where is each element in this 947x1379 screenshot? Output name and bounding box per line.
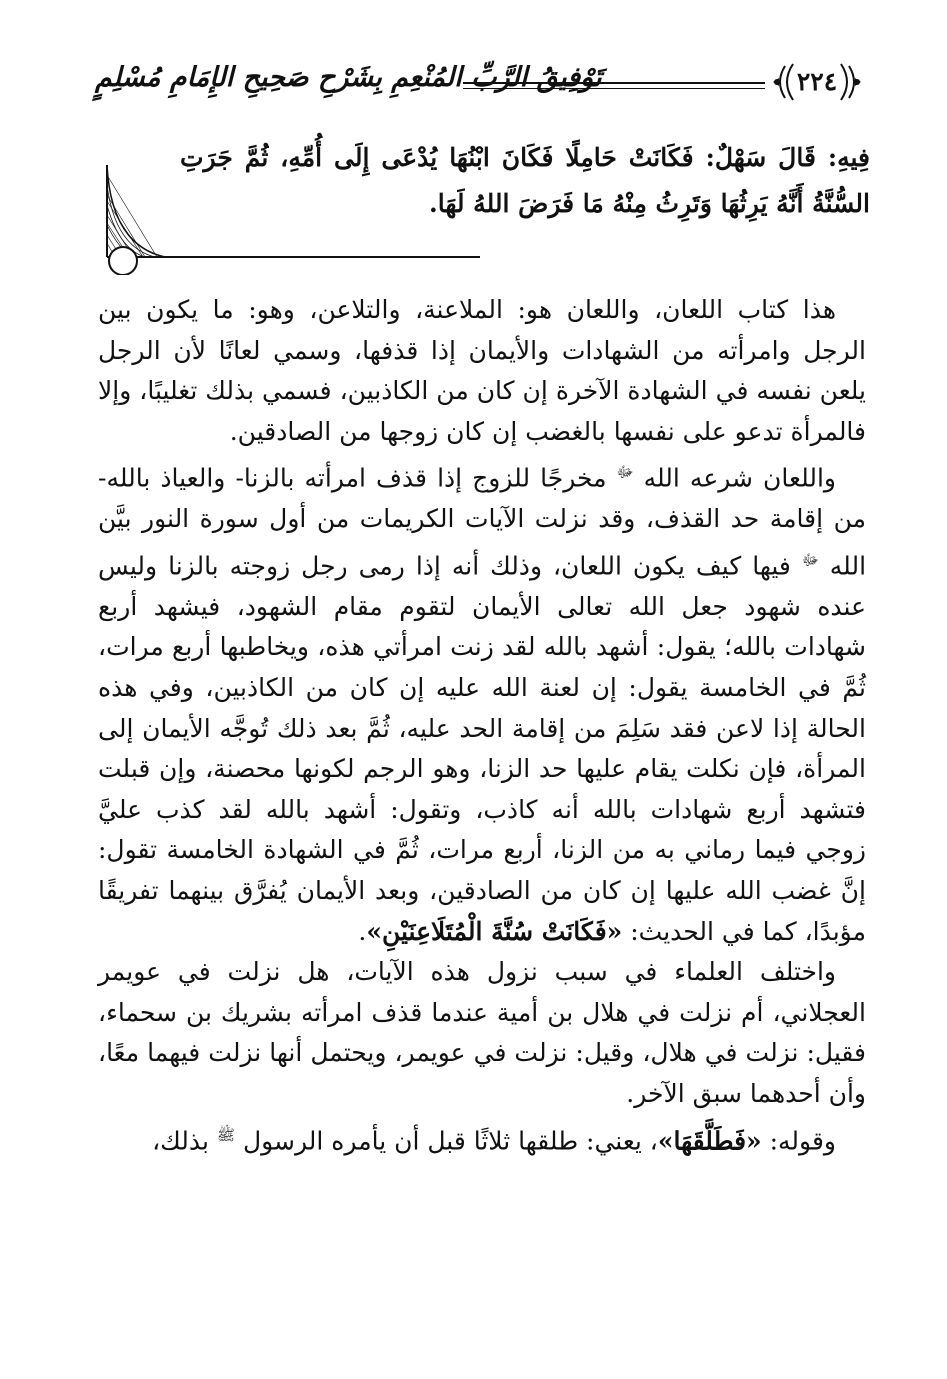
hadith-excerpt: فِيهِ: قَالَ سَهْلٌ: فَكَانَتْ حَامِلًا فَكَانَ ابْنُهَا يُدْعَى إِلَى أُمِّهِ، ثُمَّ جَرَتِ السُّنَّةُ أَنَّهُ يَرِثُهَا وَتَرِثُ مِنْهُ مَا فَرَضَ اللهُ لَهَا. [180, 143, 870, 218]
allah-ligature-icon: ﷻ [801, 550, 819, 569]
paragraph-revelation: واختلف العلماء في سبب نزول هذه الآيات، هل نزلت في عويمر العجلاني، أم نزلت في هلال بن أمية عندما قذف امرأته بشريك بن سحماء، فقيل: نزلت في هلال، وقيل: نزلت في عويمر، ويحتمل أنها نزلت فيهما معًا، وأن أحدهما سبق الآخر. [98, 957, 866, 1108]
text-run: . [358, 916, 367, 946]
book-title: تَوْفِيقُ الرَّبِّ المُنْعِمِ بِشَرْحِ صَحِيحِ الإِمَامِ مُسْلِمٍ [95, 62, 602, 93]
page-number-ornament [771, 60, 863, 104]
commentary-body [98, 290, 866, 1161]
hadith-excerpt-box [95, 135, 870, 275]
text-run: وقوله: [769, 1125, 836, 1155]
text-run: بذلك، [152, 1125, 209, 1155]
text-run: مخرجًا للزوج إذا قذف امرأته بالزنا- والعياذ بالله- من إقامة حد القذف، وقد نزلت الآيات الكريمات من أول سورة النور بيَّن الله [98, 463, 867, 581]
text-run: واللعان شرعه الله [643, 463, 836, 493]
page-number: ٢٢٤ [796, 67, 838, 96]
text-run: فيها كيف يكون اللعان، وذلك أنه إذا رمى رجل زوجته بالزنا وليس عنده شهود جعل الله تعالى الأيمان لتقوم مقام الشهود، فيشهد أربع شهادات بالله؛ يقول: أشهد بالله لقد زنت امرأتي هذه، ويخاطبها أربع مرات، ثُمَّ في الخامسة يقول: إن لعنة الله عليه إن كان من الكاذبين، وفي هذه الحالة إذا لاعن فقد سَلِمَ من إقامة الحد عليه، ثُمَّ بعد ذلك تُوجَّه الأيمان إلى المرأة، فإن نكلت يقام عليها حد الزنا، وهو الرجم لكونها محصنة، وإن قبلت فتشهد أربع شهادات بالله أنه كاذب، وتقول: أشهد بالله لقد كذب عليَّ زوجي فيما رماني به من الزنا، أربع مرات، ثُمَّ في الشهادة الخامسة تقول: إنَّ غضب الله عليها إن كان من الصادقين، وبعد الأيمان يُفرَّق بينهما تفريقًا مؤبدًا، كما في الحديث: [98, 551, 866, 946]
page-header [95, 52, 870, 112]
header-rule [463, 82, 765, 89]
text-run: ، يعني: طلقها ثلاثًا قبل أن يأمره الرسول [242, 1125, 658, 1155]
paragraph-divorce [98, 1115, 866, 1162]
prophet-ligature-icon: ﷺ [216, 1125, 236, 1144]
paragraph-legislation [98, 452, 866, 952]
hadith-quote: «فَطَلَّقَهَا» [657, 1125, 762, 1155]
hadith-quote: «فَكَانَتْ سُنَّةَ الْمُتَلَاعِنَيْنِ» [366, 916, 623, 946]
allah-ligature-icon: ﷻ [616, 463, 634, 482]
paragraph-definition: هذا كتاب اللعان، واللعان هو: الملاعنة، والتلاعن، وهو: ما يكون بين الرجل وامرأته من الشهادات والأيمان إذا قذفها، وسمي لعانًا لأن الرجل يلعن نفسه في الشهادة الآخرة إن كان من الكاذبين، فسمي بذلك تغليبًا، وإلا فالمرأة تدعو على نفسها بالغضب إن كان زوجها من الصادقين. [98, 295, 866, 446]
